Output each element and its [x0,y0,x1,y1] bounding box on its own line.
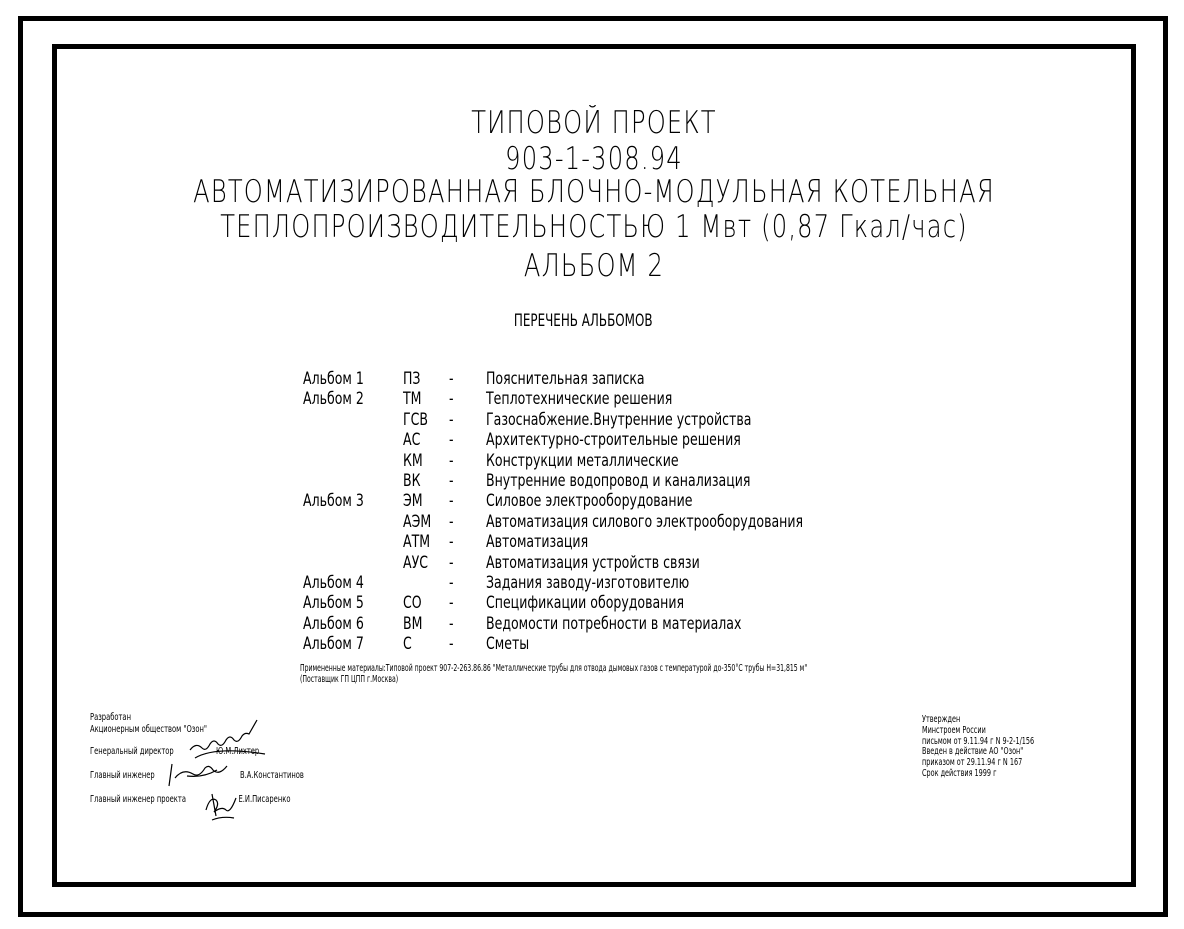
album-title: Задания заводу-изготовителю [486,572,690,593]
album-dash: - [449,532,454,553]
album-title: Спецификации оборудования [486,593,685,614]
album-title: Ведомости потребности в материалах [486,613,742,634]
album-title: Газоснабжение.Внутренние устройства [486,409,752,430]
album-label: Альбом 5 [303,593,364,614]
album-label: Альбом 7 [303,634,364,655]
album-dash: - [449,450,454,471]
album-code: ТМ [403,389,422,410]
album-code: С [403,634,412,655]
title-line-3: АВТОМАТИЗИРОВАННАЯ БЛОЧНО-МОДУЛЬНАЯ КОТЕЛЬНАЯ [193,174,995,210]
album-dash: - [449,430,454,451]
album-dash: - [449,369,454,389]
album-dash: - [449,634,454,655]
album-code: ПЗ [403,369,421,389]
album-code: АУС [403,552,428,573]
album-dash: - [449,593,454,614]
approval-line-6: Срок действия 1999 г [922,767,997,779]
album-code: АС [403,430,421,451]
album-title: Автоматизация силового электрооборудования [486,511,804,532]
title-line-4: ТЕПЛОПРОИЗВОДИТЕЛЬНОСТЬЮ 1 Мвт (0,87 Гкал/час) [220,209,968,245]
album-label: Альбом 2 [303,389,364,410]
approval-line-5: приказом от 29.11.94 г N 167 [922,757,1023,769]
album-label: Альбом 1 [303,369,364,389]
list-heading: ПЕРЕЧЕНЬ АЛЬБОМОВ [513,311,653,331]
engineer-name: В.А.Константинов [240,770,304,781]
developer-org: Акционерным обществом "Озон" [90,724,208,735]
album-title: Автоматизация [486,532,589,553]
album-title: Автоматизация устройств связи [486,552,700,573]
album-code: ЭМ [403,491,423,512]
album-title: Силовое электрооборудование [486,491,693,512]
album-label: Альбом 6 [303,613,364,634]
album-dash: - [449,389,454,410]
album-code: ВМ [403,613,423,634]
album-title: Пояснительная записка [486,369,645,389]
album-title: Теплотехнические решения [486,389,673,410]
album-code: ВК [403,470,421,491]
album-dash: - [449,613,454,634]
developer-heading: Разработан [90,712,131,723]
project-engineer-signature [206,794,236,820]
album-title: Конструкции металлические [486,450,679,471]
album-code: АТМ [403,532,431,553]
album-code: КМ [403,450,423,471]
album-code: АЭМ [403,511,432,532]
approval-line-2: Минстроем России [922,724,986,736]
album-code: ГСВ [403,409,429,430]
album-dash: - [449,552,454,573]
approval-line-4: Введен в действие АО "Озон" [922,746,1024,758]
director-role: Генеральный директор [90,746,174,757]
album-title: Сметы [486,634,530,655]
title-line-1: ТИПОВОЙ ПРОЕКТ [471,105,717,141]
album-dash: - [449,409,454,430]
note-line-1: Примененные материалы:Типовой проект 907-2-263.86.86 "Металлические трубы для отвода дымовых газов с температурой до-350°С трубы Н=31,815 м" [300,663,808,674]
album-label: Альбом 3 [303,491,364,512]
director-signature [190,720,265,758]
project-engineer-role: Главный инженер проекта [90,794,186,805]
album-title: Архитектурно-строительные решения [486,430,741,451]
approval-line-1: Утвержден [922,714,961,725]
director-name: Ю.М.Лихтер [216,746,260,757]
project-number: 903-1-308.94 [505,141,683,177]
engineer-signature [169,764,227,786]
project-engineer-name: Е.И.Писаренко [238,794,291,805]
album-dash: - [449,572,454,593]
album-number: АЛЬБОМ 2 [523,248,665,284]
engineer-role: Главный инженер [90,770,155,781]
note-line-2: (Поставщик ГП ЦПП г.Москва) [300,674,399,685]
album-code: СО [403,593,422,614]
album-dash: - [449,491,454,512]
album-dash: - [449,470,454,491]
album-title: Внутренние водопровод и канализация [486,470,751,491]
album-label: Альбом 4 [303,572,364,593]
approval-block [922,715,1034,780]
album-dash: - [449,511,454,532]
approval-line-3: письмом от 9.11.94 г N 9-2-1/156 [922,735,1035,747]
